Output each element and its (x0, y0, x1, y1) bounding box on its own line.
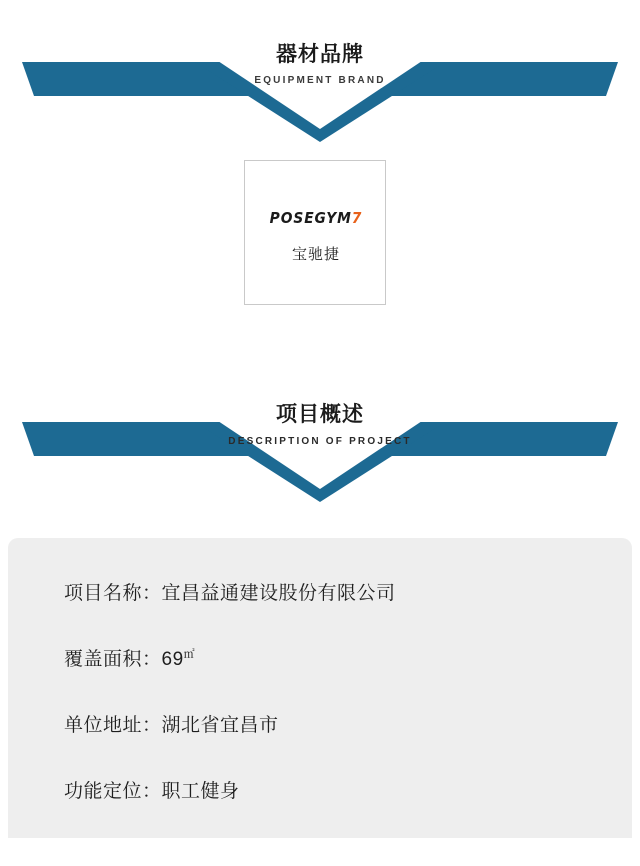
info-label-project-name: 项目名称： (64, 583, 162, 604)
section-subtitle-equipment-brand: EQUIPMENT BRAND (254, 75, 386, 86)
info-value-address: 湖北省宜昌市 (161, 715, 279, 736)
brand-logo-text: POSEGYM (269, 209, 352, 227)
section-banner-project-overview (0, 370, 640, 520)
project-info-panel (8, 538, 632, 838)
info-value-coverage-area: 69 (161, 649, 184, 670)
brand-logo (251, 209, 382, 227)
section-title-project-overview: 项目概述 (276, 403, 364, 426)
info-label-coverage-area: 覆盖面积： (64, 649, 162, 670)
info-unit-coverage-area: ㎡ (183, 648, 196, 661)
section-title-equipment-brand: 器材品牌 (276, 43, 364, 66)
section-banner-equipment-brand (0, 0, 640, 140)
info-row-function (64, 776, 240, 803)
section-subtitle-project-overview: DESCRIPTION OF PROJECT (228, 436, 412, 447)
info-row-address (64, 710, 279, 737)
info-label-function: 功能定位： (64, 781, 162, 802)
brand-logo-accent: 7 (351, 209, 363, 227)
info-value-function: 职工健身 (161, 781, 240, 802)
brand-card (244, 160, 386, 305)
info-label-address: 单位地址： (64, 715, 162, 736)
info-value-project-name: 宜昌益通建设股份有限公司 (161, 583, 396, 604)
info-row-coverage-area (64, 644, 195, 671)
info-row-project-name (64, 578, 396, 605)
brand-card-wrapper (0, 140, 640, 370)
brand-name: 宝驰捷 (291, 246, 340, 263)
